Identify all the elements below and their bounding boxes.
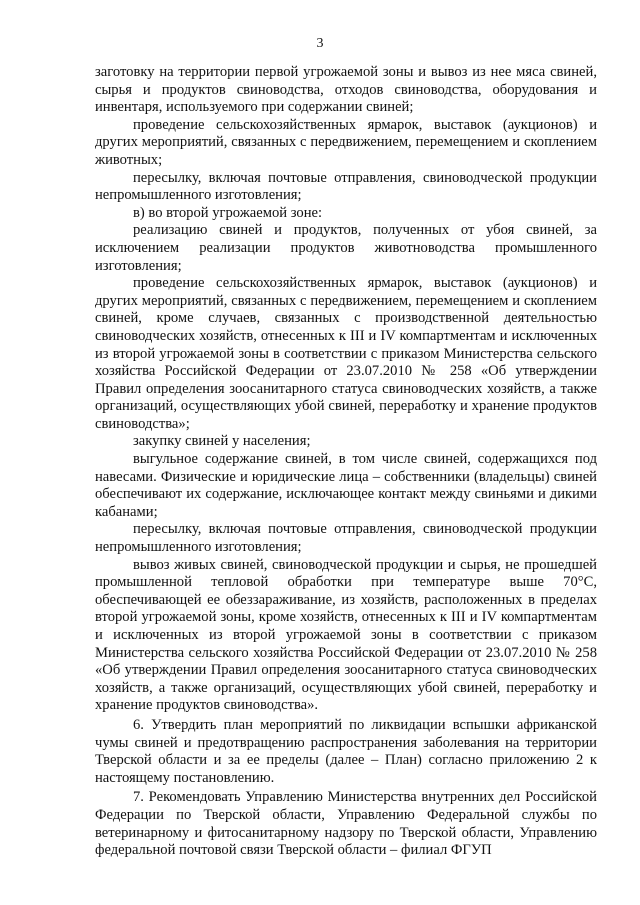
paragraph-free-range-keeping: выгульное содержание свиней, в том числе свиней, содержащихся под навесами. Физические и юридические лица – собственники (владельцы) свиней обеспечивают их содержание, исключающее контакт между свиньями и дикими кабанами;	[95, 451, 597, 520]
paragraph-second-zone-heading: в) во второй угрожаемой зоне:	[133, 204, 323, 221]
document-body	[95, 64, 597, 860]
paragraph-fairs-first-zone: проведение сельскохозяйственных ярмарок, выставок (аукционов) и других мероприятий, связанных с передвижением, перемещением и скоплением животных;	[95, 116, 597, 168]
paragraph-item-7-recommend: 7. Рекомендовать Управлению Министерства внутренних дел Российской Федерации по Тверской области, Управлению Федеральной службы по ветеринарному и фитосанитарному надзору по Тверской области, Управлению федеральной почтовой связи Тверской области – филиал ФГУП	[95, 789, 597, 859]
paragraph-mail-second-zone: пересылку, включая почтовые отправления, свиноводческой продукции непромышленного изготовления;	[95, 521, 597, 556]
paragraph-purchase-from-population: закупку свиней у населения;	[133, 433, 311, 450]
paragraph-item-6-plan: 6. Утвердить план мероприятий по ликвидации вспышки африканской чумы свиней и предотвращению распространения заболевания на территории Тверской области и за ее пределы (далее – План) согласно приложению 2 к настоящему постановлению.	[95, 716, 597, 786]
paragraph-sale-of-pigs: реализацию свиней и продуктов, полученных от убоя свиней, за исключением реализации продуктов животноводства промышленного изготовления;	[95, 222, 597, 274]
paragraph-mail-first-zone: пересылку, включая почтовые отправления, свиноводческой продукции непромышленного изготовления;	[95, 169, 597, 204]
paragraph-fairs-second-zone: проведение сельскохозяйственных ярмарок, выставок (аукционов) и других мероприятий, связанных с передвижением, перемещением и скоплением свиней, кроме случаев, связанных с производственной деятельностью свиноводческих хозяйств, отнесенных к III и IV компартментам и исключенных из второй угрожаемой зоны в соответствии с приказом Министерства сельского хозяйства Российской Федерации от 23.07.2010 № 258 «Об утверждении Правил определения зоосанитарного статуса свиноводческих хозяйств, а также организаций, осуществляющих убой свиней, переработку и хранение продуктов свиноводства»;	[95, 275, 597, 432]
paragraph-export-live-pigs: вывоз живых свиней, свиноводческой продукции и сырья, не прошедшей промышленной тепловой обработки при температуре выше 70°С, обеспечивающей ее обеззараживание, из хозяйств, расположенных в пределах второй угрожаемой зоны, кроме хозяйств, отнесенных к III и IV компартментам и исключенных из второй угрожаемой зоны в соответствии с приказом Министерства сельского хозяйства Российской Федерации от 23.07.2010 № 258 «Об утверждении Правил определения зоосанитарного статуса свиноводческих хозяйств, а также организаций, осуществляющих убой свиней, переработку и хранение продуктов свиноводства».	[95, 556, 597, 714]
paragraph-meat-export: заготовку на территории первой угрожаемой зоны и вывоз из нее мяса свиней, сырья и продуктов свиноводства, отходов свиноводства, оборудования и инвентаря, используемого при содержании свиней;	[95, 64, 597, 116]
page-number: 3	[316, 36, 324, 51]
